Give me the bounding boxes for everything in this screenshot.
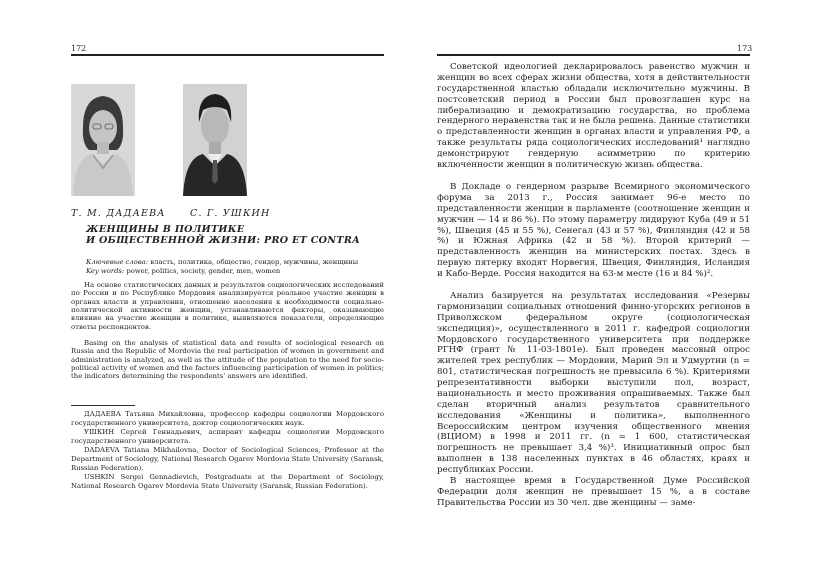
page-number: 173: [737, 44, 753, 53]
keywords-ru: [86, 258, 358, 267]
keywords-en-text: power, politics, society, gender, men, women: [126, 267, 281, 275]
keywords-en: [86, 267, 280, 276]
keywords-ru-label: Ключевые слова:: [86, 258, 149, 266]
header-rule: [71, 54, 384, 56]
bio-dadaeva-ru: ДАДАЕВА Татьяна Михайловна, профессор кафедры социологии Мордовского государственного университета, доктор социологических наук.: [71, 410, 384, 427]
author-name-dadaeva: Т. М. ДАДАЕВА: [71, 208, 166, 219]
abstract-en: Basing on the analysis of statistical data and results of sociological research on Russia and the Republic of Mordovia the real participation of women in government and administration is analyzed, as well as the attitude of the population to the need for socio-political activity of women and the factors influencing participation of women in politics; the indicators determining the respondents' answers are identified.: [71, 339, 384, 381]
footnote-separator: [71, 405, 135, 406]
bio-ushkin-ru: УШКИН Сергей Геннадьевич, аспирант кафедры социологии Мордовского государственного университета.: [71, 428, 384, 445]
author-name-ushkin: С. Г. УШКИН: [190, 208, 271, 219]
title-line-2: И ОБЩЕСТВЕННОЙ ЖИЗНИ: PRO ET CONTRA: [86, 235, 360, 246]
title-line-1: ЖЕНЩИНЫ В ПОЛИТИКЕ: [86, 224, 245, 235]
page-number: 172: [71, 44, 87, 53]
article-title: [86, 224, 360, 246]
author-photo-dadaeva: [71, 84, 135, 196]
header-rule: [437, 54, 750, 56]
body-paragraph-3: Анализ базируется на результатах исследования «Резервы гармонизации социальных отношений финно-угорских регионов в Приволжском федеральном округе (социологическая экспедиция)», осуществленного в 2011 г. кафедрой социологии Мордовского государственного университета при поддержке РГНФ (грант № 11-03-1801е). Был проведен массовый опрос жителей трех республик — Мордовии, Марий Эл и Удмуртии (n = 801, статистическая погрешность не превысила 6 %). Критериями репрезентативности выборки выступили пол, возраст, национальность и место проживания опрашиваемых. Также был сделан вторичный анализ результатов сравнительного исследования «Женщины и политика», выполненного Всероссийским центром изучения общественного мнения (ВЦИОМ) в 1998 и 2011 гг. (n = 1 600, статистическая погрешность не превышает 3,4 %)³. Инициативный опрос был выполнен в 138 населенных пунктах в 46 областях, краях и республиках России.: [437, 291, 750, 475]
body-paragraph-1: Советской идеологией декларировалось равенство мужчин и женщин во всех сферах жизни общества, хотя в действительности государственной властью обладали исключительно мужчины. В постсоветский период в России был провозглашен курс на либерализацию и демократизацию государства, но проблема гендерного неравенства так и не была решена. Данные статистики о представленности женщин в органах власти и управления РФ, а также результаты ряда социологических исследований¹ наглядно демонстрируют гендерную асимметрию по критерию включенности женщин в политическую жизнь общества.: [437, 62, 750, 170]
bio-dadaeva-en: DADAEVA Tatiana Mikhailovna, Doctor of Sociological Sciences, Professor at the Department of Sociology, National Research Ogarev Mordovia State University (Saransk, Russian Federation).: [71, 446, 384, 472]
keywords-en-label: Key words:: [86, 267, 125, 275]
abstract-ru: На основе статистических данных и результатов социологических исследований по России и по Республике Мордовия анализируется реальное участие женщин в органах власти и управления, отношение населения к необходимости социально-политической активности женщин, устанавливаются факторы, оказывающие влияние на участие женщин в политике, выявляются показатели, определяющие ответы респондентов.: [71, 281, 384, 331]
body-paragraph-2: В Докладе о гендерном разрыве Всемирного экономического форума за 2013 г., Россия занимает 96-е место по представленности женщин в парламенте (соотношение женщин и мужчин — 14 и 86 %). По этому параметру лидируют Куба (49 и 51 %), Швеция (45 и 55 %), Сенегал (43 и 57 %), Финляндия (42 и 58 %) и Южная Африка (42 и 58 %). Второй критерий — представленность женщин на министерских постах. Здесь в первую пятерку входят Норвегия, Швеция, Финляндия, Исландия и Кабо-Верде. Россия находится на 63-м месте (16 и 84 %)².: [437, 182, 750, 279]
keywords-ru-text: власть, политика, общество, гендер, мужчины, женщины: [150, 258, 359, 266]
bio-ushkin-en: USHKIN Sergei Gennadievich, Postgraduate at the Department of Sociology, National Research Ogarev Mordovia State University (Saransk, Russian Federation).: [71, 473, 384, 490]
body-paragraph-4: В настоящее время в Государственной Думе Российской Федерации доля женщин не превышает 15 %, а в составе Правительства России из 30 чел. две женщины — заме-: [437, 476, 750, 508]
author-photo-ushkin: [183, 84, 247, 196]
